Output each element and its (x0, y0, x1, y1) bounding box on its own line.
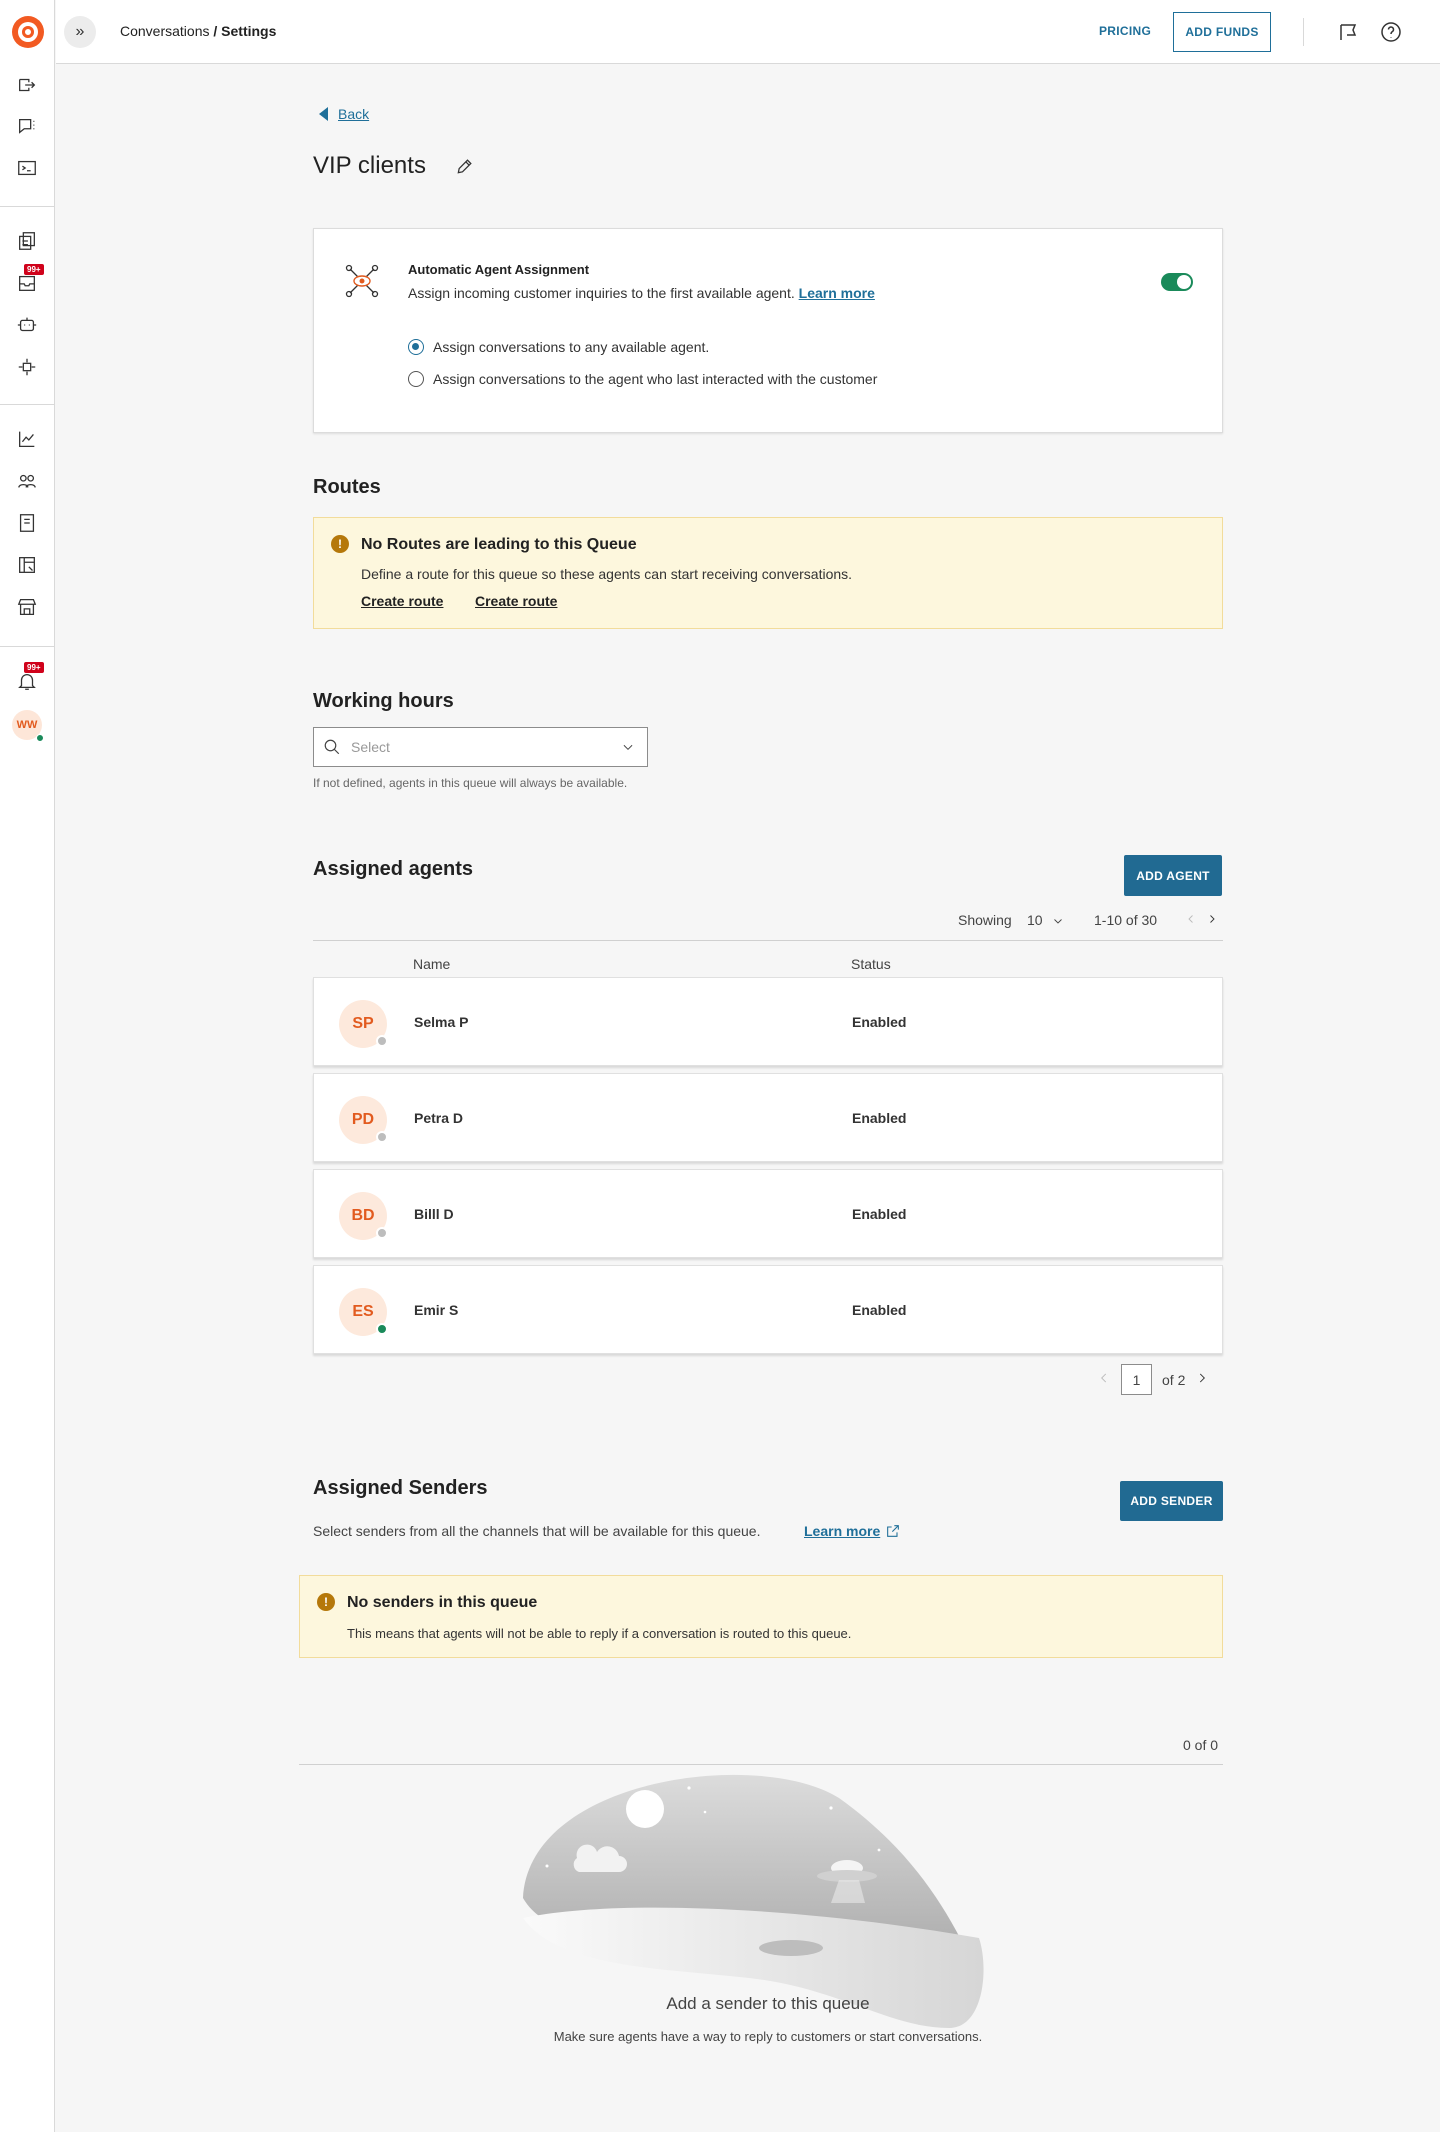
external-link-icon[interactable] (885, 1523, 901, 1539)
breadcrumb (120, 23, 276, 39)
expand-sidebar-button[interactable]: » (64, 16, 96, 48)
option-last-agent[interactable] (408, 371, 877, 387)
agent-row[interactable] (313, 977, 1223, 1066)
option-any-agent-label: Assign conversations to any available agent. (433, 339, 710, 355)
senders-description: Select senders from all the channels that will be available for this queue. (313, 1523, 761, 1539)
page-size-value: 10 (1027, 912, 1043, 928)
avatar (339, 1000, 387, 1048)
top-header (56, 0, 1440, 64)
total-pages: of 2 (1162, 1371, 1186, 1388)
logo[interactable] (12, 16, 44, 48)
radio-any-agent[interactable] (408, 339, 424, 355)
board-icon[interactable] (14, 552, 40, 578)
agents-pager (1097, 1364, 1209, 1395)
avatar (339, 1288, 387, 1336)
people-icon[interactable] (14, 468, 40, 494)
add-sender-button[interactable]: ADD SENDER (1120, 1481, 1223, 1521)
breadcrumb-conversations[interactable]: Conversations (120, 23, 210, 39)
search-icon (323, 738, 341, 756)
senders-warning (299, 1575, 1223, 1658)
agent-status: Enabled (852, 1110, 907, 1126)
pager-next-icon[interactable] (1195, 1371, 1209, 1388)
agent-row[interactable] (313, 1073, 1223, 1162)
radio-last-agent[interactable] (408, 371, 424, 387)
assigned-agents-title: Assigned agents (313, 858, 474, 880)
agent-name: Selma P (414, 1014, 469, 1030)
avatar-initials: SP (352, 1015, 374, 1032)
back-link[interactable] (313, 106, 369, 122)
senders-warning-title: No senders in this queue (347, 1594, 538, 1611)
edit-pencil-icon[interactable] (455, 156, 477, 178)
sidebar (0, 0, 55, 2132)
announcements-icon[interactable] (1338, 20, 1362, 44)
agent-status: Enabled (852, 1302, 907, 1318)
senders-count: 0 of 0 (1183, 1737, 1219, 1753)
add-agent-button[interactable]: ADD AGENT (1124, 855, 1222, 896)
back-arrow-icon (319, 107, 328, 121)
showing-label: Showing (958, 912, 1012, 928)
prev-page-icon[interactable] (1185, 912, 1197, 928)
automation-icon[interactable] (14, 354, 40, 380)
agent-row[interactable] (313, 1265, 1223, 1354)
avatar (339, 1192, 387, 1240)
agents-range: 1-10 of 30 (1094, 912, 1158, 928)
routes-warning (313, 517, 1223, 629)
avatar-initials: PD (351, 1111, 375, 1128)
empty-state-illustration (509, 1738, 989, 2038)
senders-learn-more[interactable]: Learn more (804, 1523, 881, 1539)
terminal-icon[interactable] (14, 155, 40, 181)
page-size-select[interactable] (1027, 912, 1064, 928)
add-funds-button[interactable]: ADD FUNDS (1173, 12, 1271, 52)
status-dot (376, 1131, 388, 1143)
working-hours-hint: If not defined, agents in this queue will always be available. (313, 776, 628, 790)
user-avatar[interactable] (12, 710, 42, 740)
agent-network-icon (344, 263, 380, 299)
table-header-divider (313, 940, 1223, 941)
option-any-agent[interactable] (408, 339, 709, 355)
back-label[interactable]: Back (338, 106, 370, 122)
warning-icon: ! (317, 1593, 335, 1611)
outbound-icon[interactable] (14, 72, 40, 98)
contacts-book-icon[interactable] (14, 510, 40, 536)
pricing-link[interactable]: PRICING (1099, 24, 1152, 38)
agent-status: Enabled (852, 1014, 907, 1030)
column-status: Status (851, 956, 891, 972)
auto-assignment-description (408, 285, 875, 301)
store-icon[interactable] (14, 594, 40, 620)
agent-name: Billl D (414, 1206, 454, 1222)
auto-assignment-desc-text: Assign incoming customer inquiries to the first available agent. (408, 285, 795, 301)
routes-title: Routes (313, 476, 381, 498)
status-dot (376, 1323, 388, 1335)
chevron-down-icon (1052, 915, 1064, 927)
analytics-icon[interactable] (14, 426, 40, 452)
templates-icon[interactable] (14, 228, 40, 254)
column-name: Name (413, 956, 451, 972)
conversations-icon[interactable] (14, 113, 40, 139)
status-dot (376, 1227, 388, 1239)
option-last-agent-label: Assign conversations to the agent who last interacted with the customer (433, 371, 878, 387)
auto-assignment-learn-more[interactable]: Learn more (798, 285, 875, 301)
avatar-initials: BD (351, 1207, 375, 1224)
next-page-icon[interactable] (1206, 912, 1218, 928)
chevron-down-icon (621, 740, 635, 754)
user-initials: WW (16, 719, 38, 731)
warning-icon: ! (331, 535, 349, 553)
assigned-senders-title: Assigned Senders (313, 1477, 488, 1499)
notifications-badge: 99+ (24, 662, 44, 673)
agent-status: Enabled (852, 1206, 907, 1222)
help-icon[interactable] (1379, 20, 1403, 44)
current-page-input[interactable]: 1 (1121, 1364, 1152, 1395)
agent-name: Petra D (414, 1110, 464, 1126)
routes-warning-title: No Routes are leading to this Queue (361, 536, 637, 553)
online-indicator (36, 734, 44, 742)
breadcrumb-current: Settings (221, 23, 277, 39)
working-hours-title: Working hours (313, 690, 454, 712)
bot-icon[interactable] (14, 312, 40, 338)
auto-assignment-title: Automatic Agent Assignment (408, 262, 590, 277)
working-hours-select[interactable] (313, 727, 648, 767)
pager-prev-icon[interactable] (1097, 1371, 1111, 1388)
status-dot (376, 1035, 388, 1047)
agent-name: Emir S (414, 1302, 459, 1318)
page-title: VIP clients (313, 152, 426, 179)
empty-state-title: Add a sender to this queue (666, 1994, 870, 2013)
auto-assignment-card (313, 228, 1223, 433)
routes-warning-desc: Define a route for this queue so these agents can start receiving conversations. (361, 566, 853, 582)
inbox-badge: 99+ (24, 264, 44, 275)
empty-state-description: Make sure agents have a way to reply to customers or start conversations. (553, 2029, 983, 2044)
create-route-link-2[interactable]: Create route (475, 593, 558, 609)
create-route-link-1[interactable]: Create route (361, 593, 444, 609)
agent-row[interactable] (313, 1169, 1223, 1258)
breadcrumb-separator: / (209, 23, 222, 39)
working-hours-placeholder: Select (351, 739, 390, 755)
avatar (339, 1096, 387, 1144)
avatar-initials: ES (352, 1303, 374, 1320)
header-divider (1303, 18, 1304, 46)
auto-assignment-toggle[interactable] (1161, 273, 1193, 291)
senders-warning-desc: This means that agents will not be able to reply if a conversation is routed to this queue. (347, 1626, 852, 1641)
